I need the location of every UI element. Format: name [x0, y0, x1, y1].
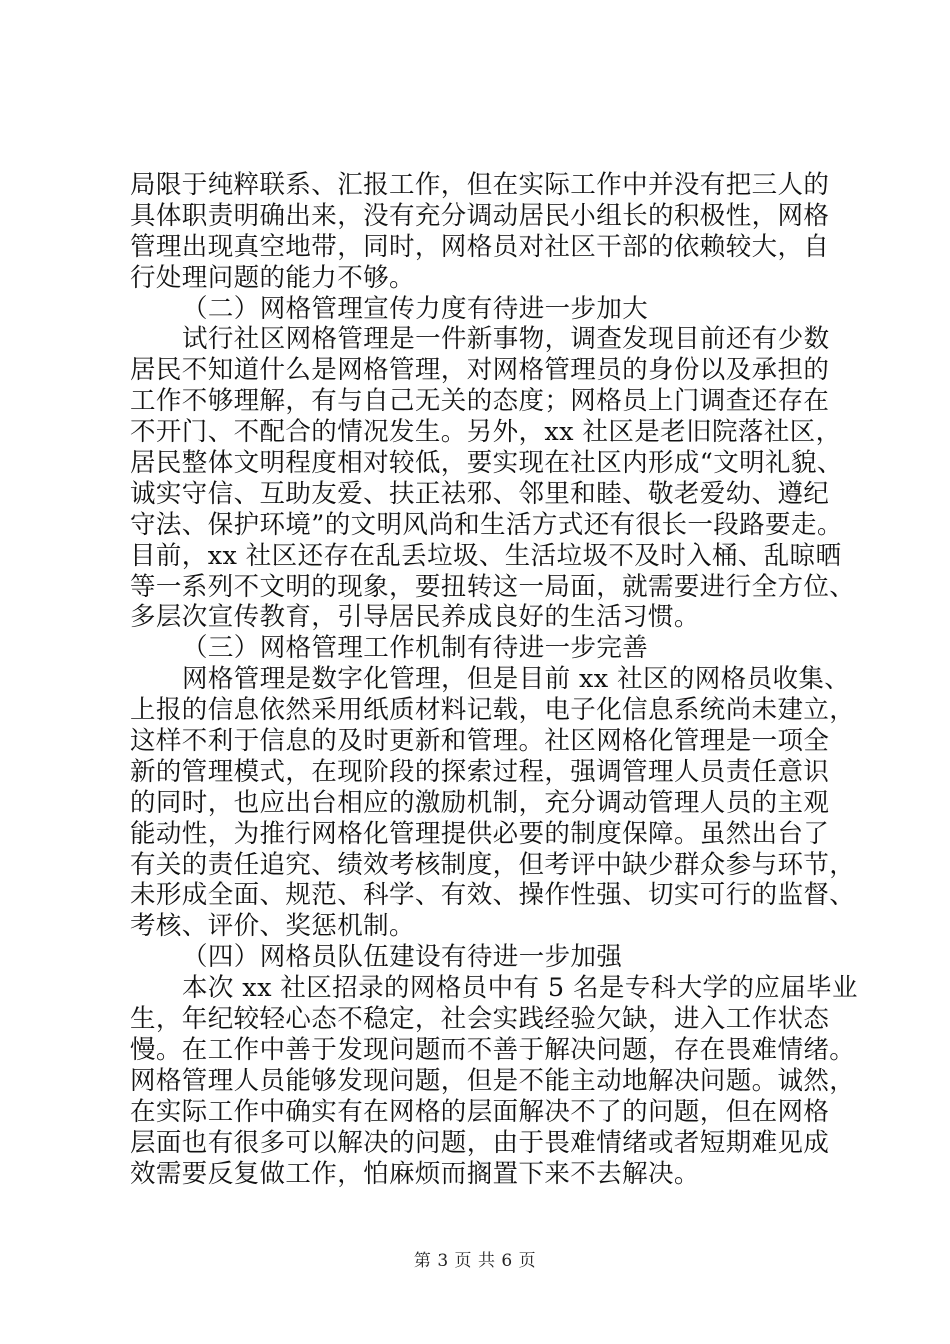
document-line: 在实际工作中确实有在网格的层面解决不了的问题，但在网格 [130, 1096, 830, 1127]
document-line: 多层次宣传教育，引导居民养成良好的生活习惯。 [130, 602, 700, 633]
document-line: 有关的责任追究、绩效考核制度，但考评中缺少群众参与环节， [130, 849, 856, 880]
document-line: 慢。在工作中善于发现问题而不善于解决问题，存在畏难情绪。 [130, 1034, 856, 1065]
document-line: 这样不利于信息的及时更新和管理。社区网格化管理是一项全 [130, 726, 830, 757]
document-line: 能动性，为推行网格化管理提供必要的制度保障。虽然出台了 [130, 818, 830, 849]
document-line: 试行社区网格管理是一件新事物，调查发现目前还有少数 [182, 324, 830, 355]
document-line: 层面也有很多可以解决的问题，由于畏难情绪或者短期难见成 [130, 1127, 830, 1158]
document-line: （二）网格管理宣传力度有待进一步加大 [182, 293, 649, 324]
document-line: 未形成全面、规范、科学、有效、操作性强、切实可行的监督、 [130, 880, 856, 911]
document-line: 效需要反复做工作，怕麻烦而搁置下来不去解决。 [130, 1158, 700, 1189]
document-line: 管理出现真空地带，同时，网格员对社区干部的依赖较大，自 [130, 231, 830, 262]
document-line: 诚实守信、互助友爱、扶正祛邪、邻里和睦、敬老爱幼、遵纪 [130, 478, 830, 509]
document-line: 工作不够理解，有与自己无关的态度；网格员上门调查还存在 [130, 386, 830, 417]
document-line: 的同时，也应出台相应的激励机制，充分调动管理人员的主观 [130, 787, 830, 818]
document-line: 局限于纯粹联系、汇报工作，但在实际工作中并没有把三人的 [130, 170, 830, 200]
document-line: 新的管理模式，在现阶段的探索过程，强调管理人员责任意识 [130, 756, 830, 787]
document-line: 目前，xx 社区还存在乱丢垃圾、生活垃圾不及时入桶、乱晾晒 [130, 540, 842, 571]
document-line: 本次 xx 社区招录的网格员中有 5 名是专科大学的应届毕业 [182, 973, 858, 1004]
document-line: 网格管理是数字化管理，但是目前 xx 社区的网格员收集、 [182, 664, 851, 695]
document-line: 等一系列不文明的现象，要扭转这一局面，就需要进行全方位、 [130, 571, 856, 602]
document-body [130, 170, 858, 1189]
document-line: 生，年纪较轻心态不稳定，社会实践经验欠缺，进入工作状态 [130, 1004, 830, 1035]
document-line: 守法、保护环境”的文明风尚和生活方式还有很长一段路要走。 [130, 509, 843, 540]
document-line: 居民不知道什么是网格管理，对网格管理员的身份以及承担的 [130, 355, 830, 386]
document-line: （三）网格管理工作机制有待进一步完善 [182, 633, 649, 664]
page-footer: 第 3 页 共 6 页 [413, 1251, 537, 1271]
document-line: 具体职责明确出来，没有充分调动居民小组长的积极性，网格 [130, 200, 830, 231]
document-line: 行处理问题的能力不够。 [130, 262, 415, 293]
document-line: （四）网格员队伍建设有待进一步加强 [182, 942, 623, 973]
document-line: 不开门、不配合的情况发生。另外，xx 社区是老旧院落社区， [130, 417, 842, 448]
document-line: 居民整体文明程度相对较低，要实现在社区内形成“文明礼貌、 [130, 448, 843, 479]
document-line: 网格管理人员能够发现问题，但是不能主动地解决问题。诚然， [130, 1065, 856, 1096]
document-line: 考核、评价、奖惩机制。 [130, 911, 415, 942]
document-line: 上报的信息依然采用纸质材料记载，电子化信息系统尚未建立， [130, 695, 856, 726]
